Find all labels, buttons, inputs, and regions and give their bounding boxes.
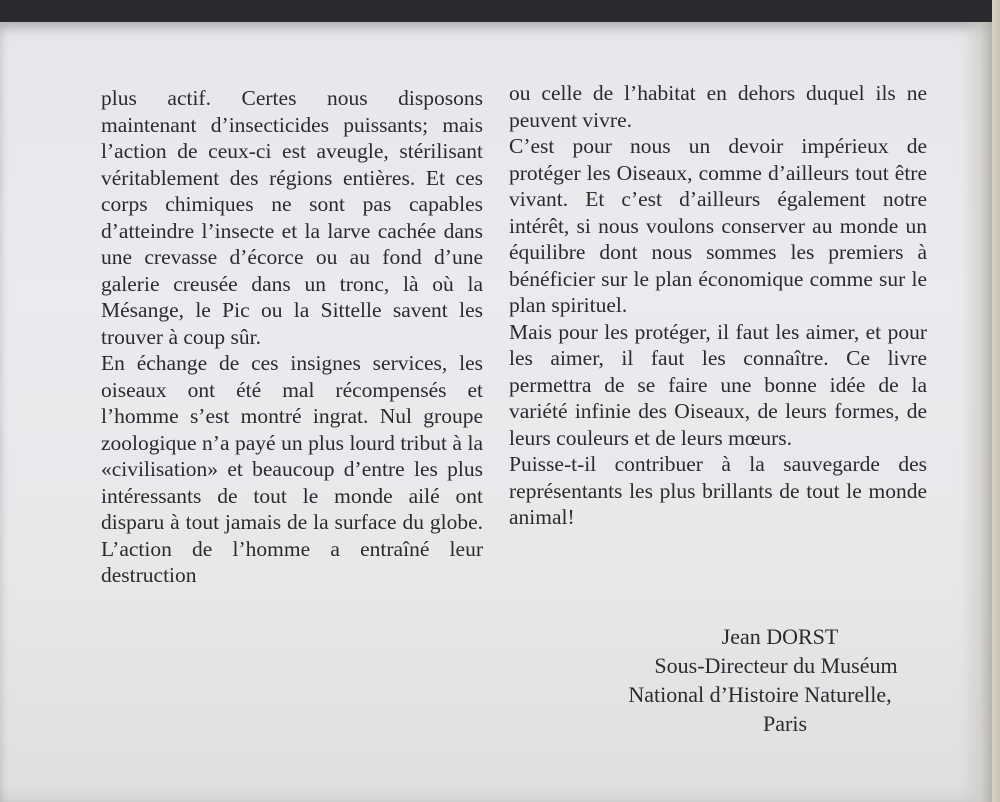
left-paragraph-1: plus actif. Certes nous disposons maintenant d’insecticides puissants; mais l’action de ceux-ci est aveugle, stérilisant véritablement des régions entières. Et ces corps chimiques ne sont pas capables d’atteindre l’insecte et la larve cachée dans une crevasse d’écorce ou au fond d’une galerie creusée dans un tronc, là où la Mésange, le Pic ou la Sittelle savent les trouver à coup sûr. bbox=[101, 86, 483, 349]
left-paragraph-2: En échange de ces insignes services, les oiseaux ont été mal récompensés et l’homme s’est montré ingrat. Nul groupe zoologique n’a payé un plus lourd tribut à la «civilisation» et beaucoup d’entre les plus intéressants de tout le monde ailé ont disparu à tout jamais de la surface du globe. L’action de l’homme a entraîné leur destruction bbox=[101, 351, 483, 587]
author-title-line-3: Paris bbox=[763, 711, 807, 736]
page-edge bbox=[992, 0, 1000, 802]
right-paragraph-1: ou celle de l’habitat en dehors duquel ils ne peuvent vivre. bbox=[509, 81, 927, 132]
left-text-column bbox=[101, 85, 483, 589]
book-page bbox=[0, 22, 992, 802]
author-name: Jean DORST bbox=[721, 624, 839, 649]
right-paragraph-4: Puisse-t-il contribuer à la sauvegarde des représentants les plus brillants de tout le monde animal! bbox=[509, 452, 927, 529]
author-title-line-1: Sous-Directeur du Muséum bbox=[654, 653, 898, 678]
right-paragraph-3: Mais pour les protéger, il faut les aimer, et pour les aimer, il faut les connaître. Ce livre permettra de se faire une bonne idée de la variété infinie des Oiseaux, de leurs formes, de leurs couleurs et de leurs mœurs. bbox=[509, 319, 927, 450]
author-signature bbox=[600, 622, 920, 738]
author-title-line-2: National d’Histoire Naturelle, bbox=[628, 682, 892, 707]
right-paragraph-2: C’est pour nous un devoir impérieux de protéger les Oiseaux, comme d’ailleurs tout être vivant. Et c’est d’ailleurs également notre intérêt, si nous voulons conserver au monde un équilibre dont nous sommes les premiers à bénéficier sur le plan économique comme sur le plan spirituel. bbox=[509, 134, 927, 317]
right-text-column bbox=[509, 80, 927, 531]
